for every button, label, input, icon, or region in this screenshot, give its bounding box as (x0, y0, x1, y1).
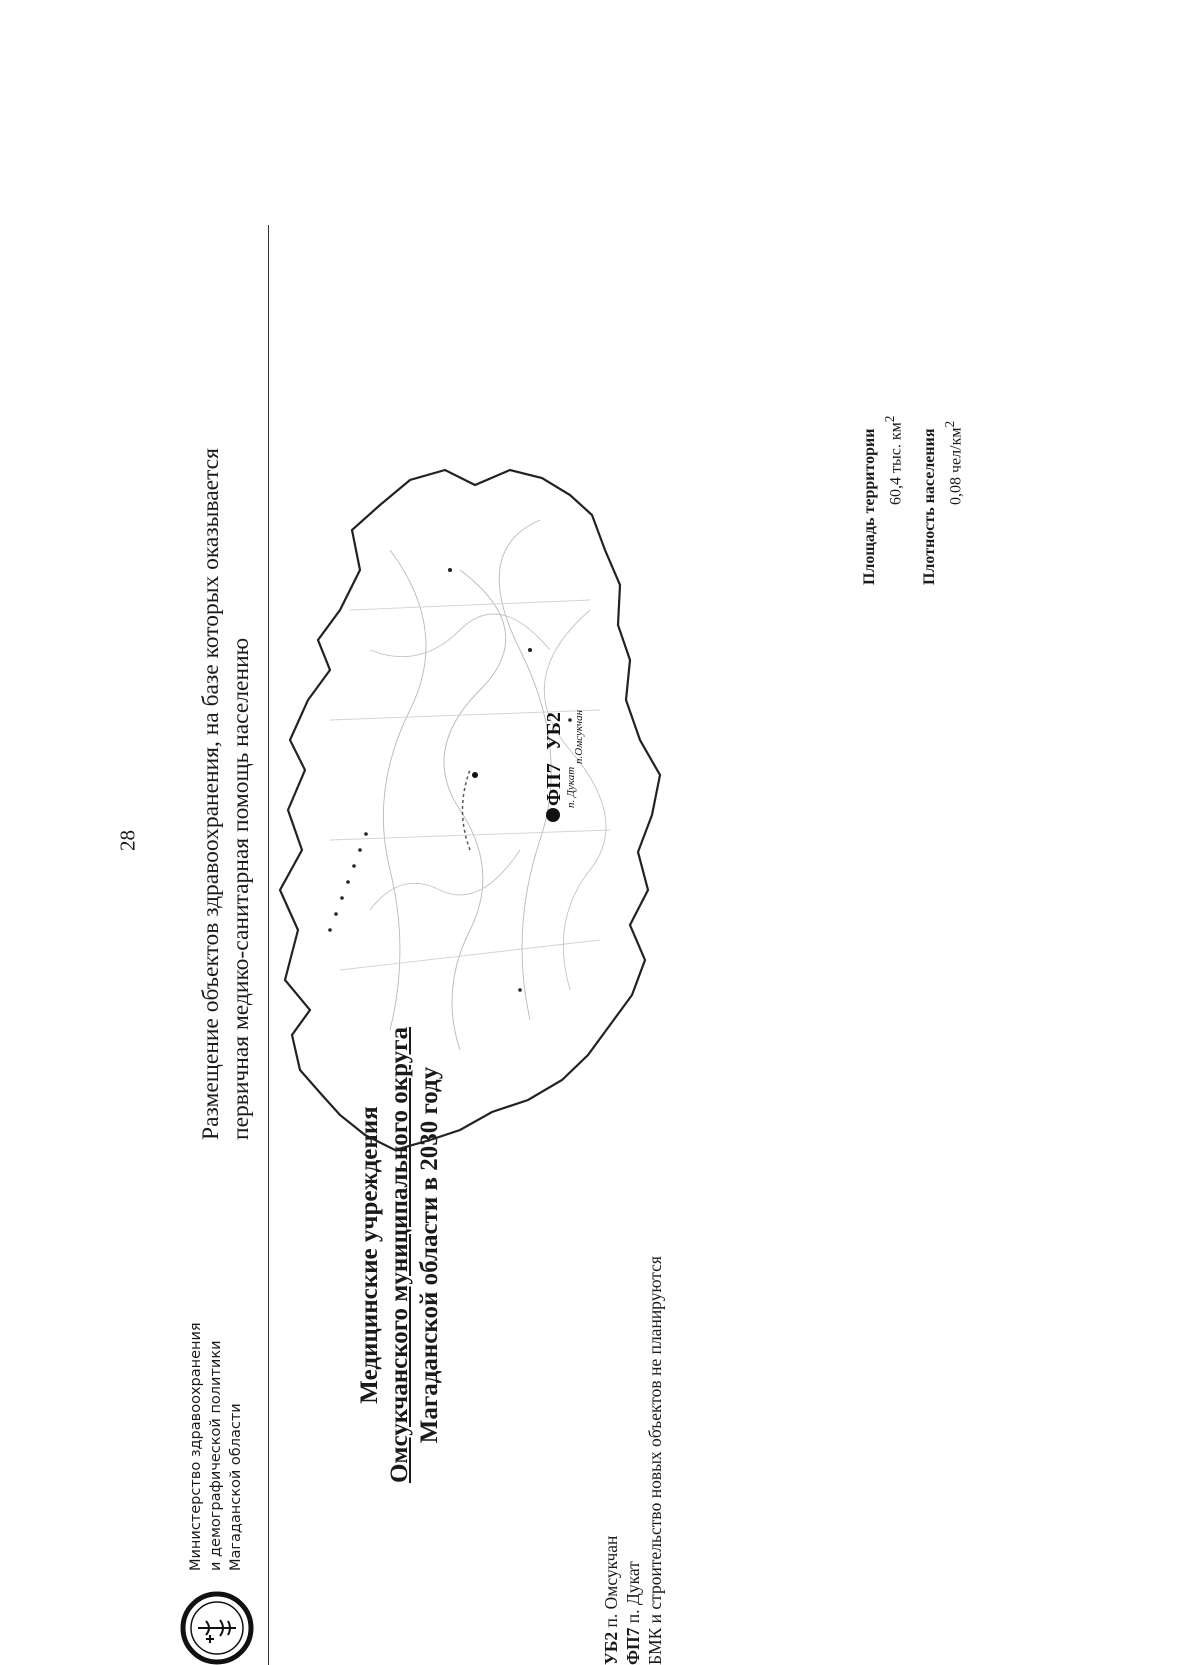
ministry-name (186, 1151, 246, 1571)
main-title-line: Магаданской области в 2030 году (416, 1066, 443, 1444)
legend-code: ФП7 (623, 1627, 643, 1665)
ministry-line: Магаданской области (228, 1403, 244, 1571)
ministry-line: Министерство здравоохранения (188, 1322, 204, 1571)
area-value: 60,4 тыс. $км^2$ (882, 415, 905, 505)
area-label: Площадь территории (861, 428, 878, 585)
dukat-marker-icon (546, 808, 560, 822)
ministry-emblem-icon (180, 1591, 254, 1665)
territory-stats (860, 265, 967, 585)
dukat-map-label: п. Дукат (565, 766, 577, 808)
district-boundary (280, 470, 660, 1150)
main-title-line-underlined: Омсукчанского муниципального округа (386, 1026, 413, 1484)
map-dots (328, 568, 572, 992)
header-title-line: первичная медико-санитарная помощь населению (228, 637, 254, 1140)
legend-note: БМК и строительство новых объектов не планируются (645, 1256, 665, 1665)
header-divider (268, 225, 269, 1665)
legend-text: п. Омсукчан (601, 1535, 621, 1632)
omsukchan-marker (472, 772, 478, 778)
main-title-line: Медицинские учреждения (356, 1106, 383, 1404)
page-number: 28 (115, 830, 140, 851)
legend-code: УБ2 (601, 1631, 621, 1665)
district-map (270, 460, 670, 1170)
density-value: 0,08 чел/$км^2$ (942, 420, 965, 505)
rotated-slide (180, 225, 965, 1665)
map-road (463, 770, 471, 850)
omsukchan-map-label: п.Омсукчан (573, 709, 585, 764)
density-label: Плотность населения (921, 428, 939, 585)
ministry-line: и демографической политики (208, 1340, 224, 1571)
header-title (196, 260, 256, 1140)
legend-text: п. Дукат (623, 1561, 643, 1628)
ub-map-label: УБ2 (543, 712, 565, 750)
fp-map-label: ФП7 (543, 763, 565, 806)
header-title-line: Размещение объектов здравоохранения, на базе которых оказывается (198, 448, 224, 1140)
